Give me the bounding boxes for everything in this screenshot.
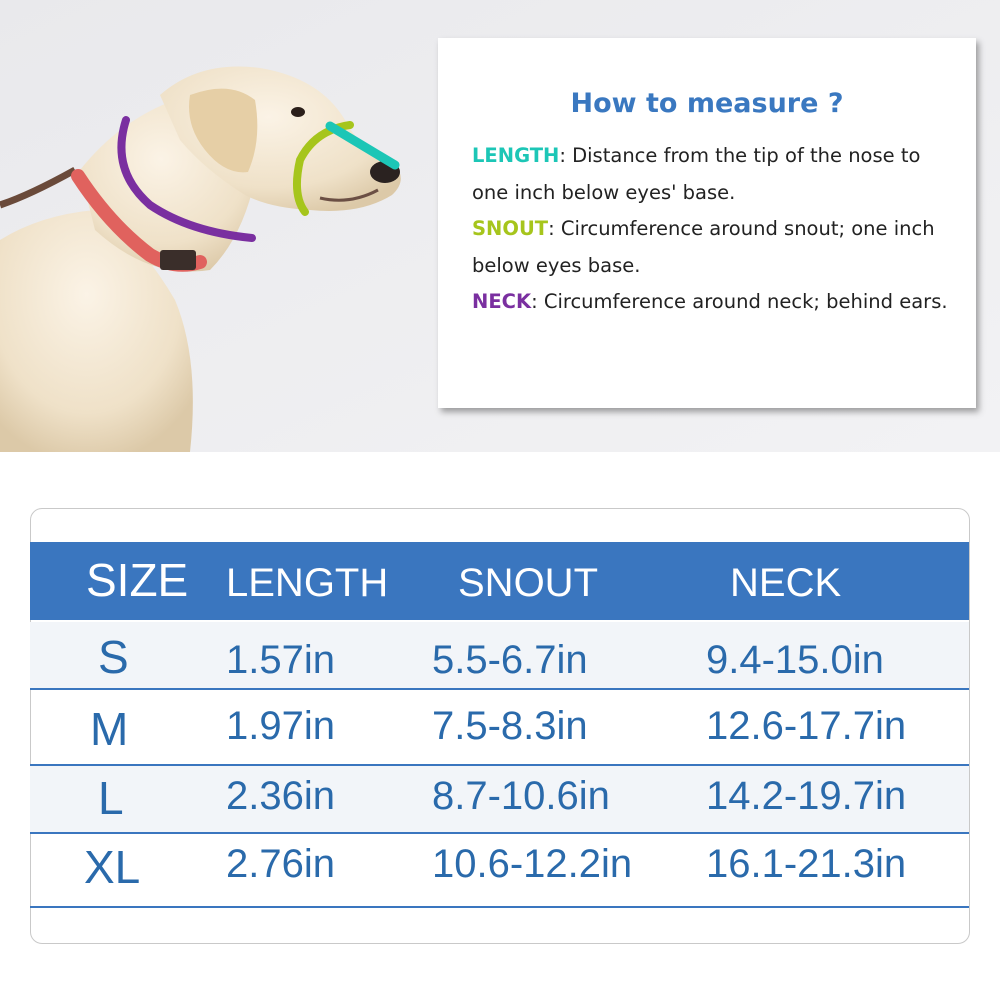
snout-cell: 5.5-6.7in: [432, 638, 588, 682]
size-cell: XL: [84, 841, 141, 893]
length-key: LENGTH: [472, 144, 560, 167]
size-cell: L: [98, 772, 124, 824]
neck-cell: 12.6-17.7in: [706, 704, 907, 748]
size-cell: M: [90, 703, 129, 755]
neck-key: NECK: [472, 290, 532, 313]
header-snout: SNOUT: [458, 561, 598, 605]
header-length: LENGTH: [226, 561, 389, 605]
how-to-measure-card: [438, 38, 976, 408]
neck-cell: 9.4-15.0in: [706, 638, 884, 682]
row-divider: [30, 764, 969, 766]
neck-description: : Circumference around neck; behind ears.: [531, 290, 948, 313]
length-description: : Distance from the tip of the nose to one inch below eyes' base.: [472, 144, 921, 204]
row-divider: [30, 832, 969, 834]
size-cell: S: [98, 631, 129, 683]
row-divider: [30, 906, 969, 908]
neck-cell: 16.1-21.3in: [706, 842, 907, 886]
length-cell: 1.97in: [226, 704, 335, 748]
header-size: SIZE: [86, 554, 189, 606]
length-cell: 2.76in: [226, 842, 335, 886]
length-cell: 2.36in: [226, 774, 335, 818]
snout-cell: 8.7-10.6in: [432, 774, 610, 818]
row-divider: [30, 688, 969, 690]
measure-instructions: [472, 138, 962, 321]
snout-cell: 7.5-8.3in: [432, 704, 588, 748]
neck-cell: 14.2-19.7in: [706, 774, 907, 818]
card-title: How to measure ?: [570, 88, 844, 119]
snout-description: : Circumference around snout; one inch below eyes base.: [472, 217, 935, 277]
snout-cell: 10.6-12.2in: [432, 842, 633, 886]
length-cell: 1.57in: [226, 638, 335, 682]
snout-key: SNOUT: [472, 217, 549, 240]
header-neck: NECK: [730, 561, 842, 605]
dog-eye: [291, 107, 305, 117]
collar-buckle: [160, 250, 196, 270]
